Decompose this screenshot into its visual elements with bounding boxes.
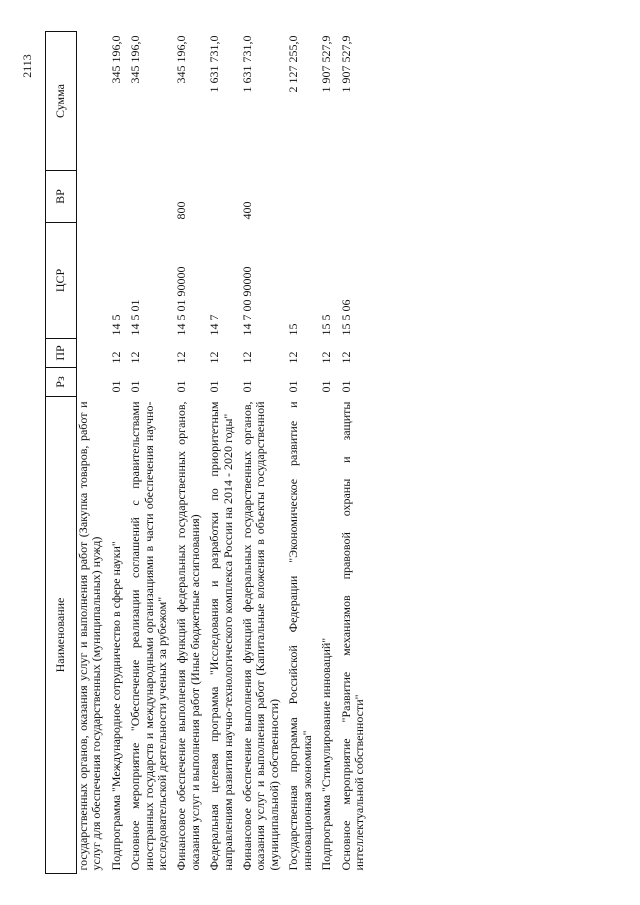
header-vr: ВР bbox=[46, 171, 77, 223]
table-body bbox=[77, 32, 369, 874]
row-sum: 345 196,0 bbox=[128, 35, 143, 84]
row-name: Основное мероприятие "Обеспечение реализации соглашений с правительствами иностранных государств и международными организациями в части обеспечения научно-исследовательской деятельности ученых за рубежом" bbox=[128, 401, 170, 871]
header-csr: ЦСР bbox=[46, 223, 77, 339]
row-pr: 12 bbox=[286, 351, 301, 364]
row-rz: 01 bbox=[128, 380, 143, 393]
budget-table bbox=[45, 31, 368, 874]
row-sum: 1 907 527,9 bbox=[338, 35, 353, 93]
row-pr: 12 bbox=[108, 351, 123, 364]
row-csr: 15 5 bbox=[319, 314, 334, 336]
row-vr: 400 bbox=[240, 201, 255, 220]
table-row bbox=[106, 32, 125, 874]
table-row bbox=[77, 32, 106, 874]
row-sum: 1 907 527,9 bbox=[319, 35, 334, 93]
row-name: Подпрограмма "Стимулирование инноваций" bbox=[319, 637, 334, 871]
header-pr: ПР bbox=[46, 339, 77, 368]
header-rz: Рз bbox=[46, 368, 77, 397]
row-vr bbox=[106, 171, 125, 223]
row-rz: 01 bbox=[286, 380, 301, 393]
row-name: Федеральная целевая программа "Исследования и разработки по приоритетным направлениям развития научно-технологического комплекса России на 2014 - 2020 годы" bbox=[207, 401, 235, 871]
row-vr bbox=[77, 171, 106, 223]
header-sum: Сумма bbox=[46, 32, 77, 171]
row-csr: 14 7 00 90000 bbox=[240, 266, 255, 336]
row-rz bbox=[77, 368, 106, 397]
row-csr: 15 5 06 bbox=[338, 299, 353, 336]
row-csr bbox=[77, 223, 106, 339]
row-name: Государственная программа Российской Федерации "Экономическое развитие и инновационная экономика" bbox=[286, 401, 314, 871]
row-sum: 1 631 731,0 bbox=[207, 35, 222, 93]
table-row bbox=[283, 32, 316, 874]
row-rz: 01 bbox=[108, 380, 123, 393]
row-name: Финансовое обеспечение выполнения функций федеральных государственных органов, оказания услуг и выполнения работ (Иные бюджетные ассигнования) bbox=[174, 401, 202, 871]
row-rz: 01 bbox=[319, 380, 334, 393]
table-header bbox=[46, 32, 77, 874]
row-pr: 12 bbox=[338, 351, 353, 364]
row-vr bbox=[125, 171, 171, 223]
table-row bbox=[171, 32, 204, 874]
table-row bbox=[125, 32, 171, 874]
row-vr bbox=[316, 171, 335, 223]
row-pr: 12 bbox=[319, 351, 334, 364]
row-vr: 800 bbox=[174, 201, 189, 220]
table-row bbox=[237, 32, 283, 874]
page-number: 2113 bbox=[20, 54, 34, 78]
row-pr: 12 bbox=[128, 351, 143, 364]
rotated-page bbox=[20, 32, 577, 874]
row-csr: 14 5 01 90000 bbox=[174, 266, 189, 336]
table-row bbox=[316, 32, 335, 874]
row-vr bbox=[336, 171, 369, 223]
row-pr: 12 bbox=[207, 351, 222, 364]
row-name: государственных органов, оказания услуг и выполнения работ (Закупка товаров, работ и услуг для обеспечения государственных (муниципальных) нужд) bbox=[76, 401, 104, 871]
row-name: Подпрограмма "Международное сотрудничество в сфере науки" bbox=[108, 541, 123, 871]
row-sum: 1 631 731,0 bbox=[240, 35, 255, 93]
row-pr bbox=[77, 339, 106, 368]
row-sum: 2 127 255,0 bbox=[286, 35, 301, 93]
row-sum: 345 196,0 bbox=[174, 35, 189, 84]
row-rz: 01 bbox=[174, 380, 189, 393]
row-rz: 01 bbox=[338, 380, 353, 393]
row-csr: 14 5 01 bbox=[128, 299, 143, 336]
header-name: Наименование bbox=[46, 397, 77, 874]
row-vr bbox=[283, 171, 316, 223]
table-row bbox=[204, 32, 237, 874]
row-csr: 15 bbox=[286, 323, 301, 336]
row-csr: 14 5 bbox=[108, 314, 123, 336]
row-pr: 12 bbox=[174, 351, 189, 364]
row-pr: 12 bbox=[240, 351, 255, 364]
row-csr: 14 7 bbox=[207, 314, 222, 336]
row-rz: 01 bbox=[207, 380, 222, 393]
row-name: Основное мероприятие "Развитие механизмов правовой охраны и защиты интеллектуальной собственности" bbox=[338, 401, 366, 871]
row-name: Финансовое обеспечение выполнения функций федеральных государственных органов, оказания услуг и выполнения работ (Капитальные вложения в объекты государственной (муниципальной) собственности) bbox=[240, 401, 281, 871]
row-vr bbox=[204, 171, 237, 223]
row-rz: 01 bbox=[240, 380, 255, 393]
row-sum bbox=[77, 32, 106, 171]
table-row bbox=[336, 32, 369, 874]
row-sum: 345 196,0 bbox=[108, 35, 123, 84]
